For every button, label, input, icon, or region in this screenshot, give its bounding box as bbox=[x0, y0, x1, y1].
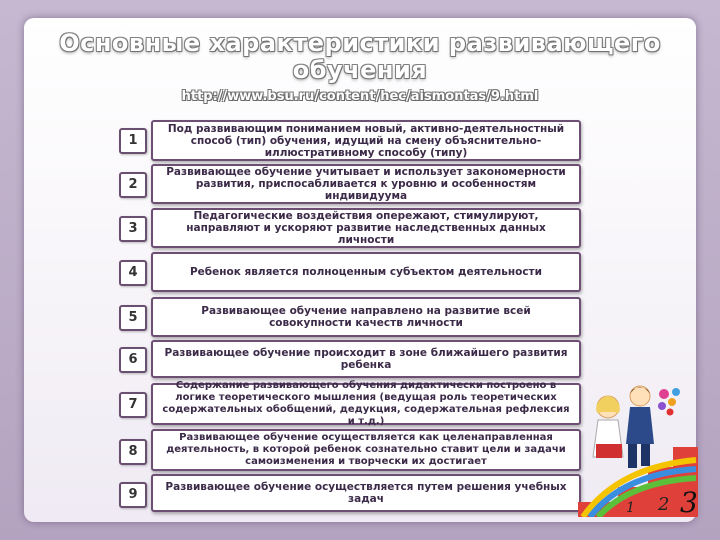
item-text: Развивающее обучение осуществляется как целенаправленная деятельность, в которой ребенок сознательно ставит цели и задачи самоизменения и творчески их достигает bbox=[151, 429, 581, 471]
item-number: 2 bbox=[119, 172, 147, 198]
item-number: 4 bbox=[119, 260, 147, 286]
item-number: 1 bbox=[119, 128, 147, 154]
item-number: 9 bbox=[119, 482, 147, 508]
item-text: Развивающее обучение учитывает и использует закономерности развития, приспосабливается к уровню и особенностям индивидуума bbox=[151, 164, 581, 204]
children-stairs-illustration bbox=[578, 372, 698, 517]
item-number: 7 bbox=[119, 392, 147, 418]
digit-one: 1 bbox=[626, 500, 635, 516]
item-text: Развивающее обучение направлено на развитие всей совокупности качеств личности bbox=[151, 297, 581, 337]
digit-three: 3 bbox=[680, 486, 698, 517]
item-text: Ребенок является полноценным субъектом деятельности bbox=[151, 252, 581, 292]
item-text: Содержание развивающего обучения дидактически построено в логике теоретического мышления (ведущая роль теоретических содержательных обобщений, дедукция, содержательная рефлексия и т.д.) bbox=[151, 383, 581, 425]
slide-title: Основные характеристики развивающего обучения bbox=[59, 29, 661, 84]
boy-head bbox=[630, 386, 650, 406]
source-url[interactable]: http://www.bsu.ru/content/hec/aismontas/9.html bbox=[181, 89, 539, 104]
item-number: 3 bbox=[119, 216, 147, 242]
item-number: 5 bbox=[119, 305, 147, 331]
item-text: Под развивающим пониманием новый, активно-деятельностный способ (тип) обучения, идущий на смену объяснительно-иллюстративному способу (типу) bbox=[151, 120, 581, 161]
item-number: 6 bbox=[119, 347, 147, 373]
digit-two: 2 bbox=[658, 494, 670, 515]
item-text: Развивающее обучение осуществляется путем решения учебных задач bbox=[151, 474, 581, 512]
item-number: 8 bbox=[119, 439, 147, 465]
item-text: Педагогические воздействия опережают, стимулируют, направляют и ускоряют развитие наследственных данных личности bbox=[151, 208, 581, 248]
girl-hair bbox=[596, 396, 620, 413]
flower-icon bbox=[659, 389, 669, 399]
boy-suit bbox=[626, 407, 654, 444]
girl-bag bbox=[596, 444, 622, 458]
item-text: Развивающее обучение происходит в зоне ближайшего развития ребенка bbox=[151, 340, 581, 378]
